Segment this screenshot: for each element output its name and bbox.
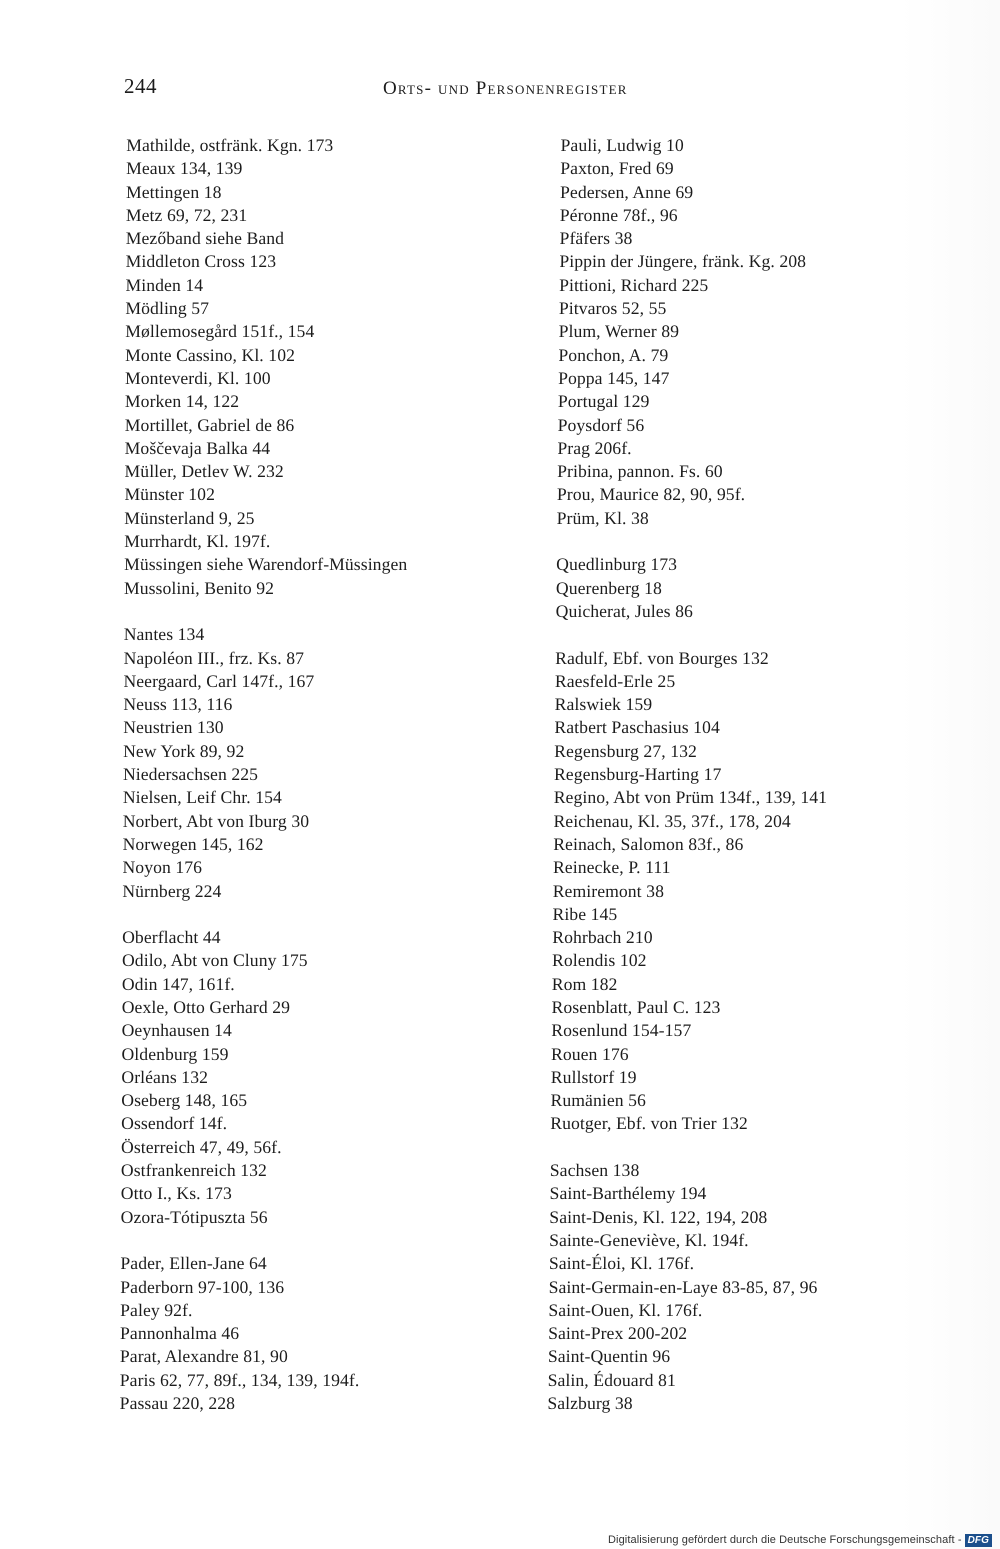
- index-entry: Orléans 132: [121, 1066, 209, 1087]
- index-entry: Ozora-Tótipuszta 56: [120, 1206, 268, 1227]
- index-entry: Rumänien 56: [550, 1090, 647, 1111]
- index-entry: Neustrien 130: [123, 717, 224, 738]
- index-entry: Mettingen 18: [126, 181, 222, 202]
- footer-text: Digitalisierung gefördert durch die Deutsche Forschungsgemeinschaft -: [608, 1534, 962, 1546]
- index-entry: Saint-Éloi, Kl. 176f.: [548, 1253, 695, 1274]
- letter-group-spacer: [550, 1136, 960, 1159]
- index-entry: Ruotger, Ebf. von Trier 132: [550, 1113, 748, 1134]
- index-entry: Prag 206f.: [557, 437, 632, 458]
- index-entry: Minden 14: [125, 274, 204, 295]
- index-entry: Oexle, Otto Gerhard 29: [121, 996, 291, 1017]
- index-entry: Ribe 145: [552, 903, 618, 924]
- index-column-left: [120, 134, 537, 1415]
- index-entry: Pribina, pannon. Fs. 60: [557, 461, 723, 482]
- index-entry: Nürnberg 224: [122, 880, 222, 901]
- index-entry: Mathilde, ostfränk. Kgn. 173: [126, 135, 334, 155]
- index-entry: Quedlinburg 173: [556, 554, 678, 575]
- index-entry: Müller, Detlev W. 232: [124, 461, 284, 482]
- index-entry: Paris 62, 77, 89f., 134, 139, 194f.: [119, 1369, 360, 1390]
- index-entry: Paderborn 97-100, 136: [120, 1276, 285, 1297]
- index-entry: Neergaard, Carl 147f., 167: [123, 670, 315, 691]
- index-entry: Saint-Quentin 96: [547, 1346, 671, 1367]
- index-entry: Ratbert Paschasius 104: [554, 717, 721, 738]
- index-entry: Metz 69, 72, 231: [125, 204, 248, 225]
- index-entry: Pedersen, Anne 69: [560, 181, 694, 202]
- index-entry: Monte Cassino, Kl. 102: [125, 344, 296, 365]
- index-entry: Saint-Denis, Kl. 122, 194, 208: [549, 1206, 768, 1227]
- index-entry: Paley 92f.: [120, 1299, 193, 1320]
- index-entry: Reinecke, P. 111: [552, 857, 671, 878]
- page-number: 244: [124, 74, 157, 98]
- index-entry: Saint-Prex 200-202: [548, 1323, 688, 1344]
- letter-group-spacer: [122, 903, 532, 926]
- index-entry: Rohrbach 210: [552, 927, 653, 948]
- index-entry: Moščevaja Balka 44: [124, 437, 271, 458]
- index-entry: Remiremont 38: [552, 880, 665, 901]
- index-entry: Odilo, Abt von Cluny 175: [121, 950, 308, 971]
- index-entry: Saint-Barthélemy 194: [549, 1183, 707, 1204]
- index-entry: Pfäfers 38: [559, 228, 633, 249]
- index-entry: Odin 147, 161f.: [121, 973, 235, 994]
- index-entry: Regensburg-Harting 17: [553, 764, 722, 785]
- index-entry: Oeynhausen 14: [121, 1020, 232, 1041]
- index-entry: Neuss 113, 116: [123, 694, 233, 715]
- digitization-footer: [608, 1533, 992, 1547]
- index-entry: Rosenlund 154-157: [551, 1020, 692, 1041]
- index-entry: Radulf, Ebf. von Bourges 132: [555, 647, 769, 668]
- index-entry: Regensburg 27, 132: [554, 740, 698, 761]
- index-entry: Münsterland 9, 25: [124, 507, 255, 528]
- index-entry: Niedersachsen 225: [122, 764, 259, 785]
- index-entry: Noyon 176: [122, 857, 203, 878]
- index-entry: Plum, Werner 89: [558, 321, 680, 342]
- index-entry: Ostfrankenreich 132: [120, 1160, 268, 1181]
- index-entry: Poppa 145, 147: [558, 367, 670, 388]
- index-entry: Parat, Alexandre 81, 90: [119, 1346, 288, 1367]
- index-entry: Oberflacht 44: [122, 927, 221, 948]
- index-entry: Müssingen siehe Warendorf-Müssingen: [124, 554, 408, 575]
- index-entry: Quicherat, Jules 86: [555, 600, 694, 621]
- index-entry: Monteverdi, Kl. 100: [125, 367, 271, 388]
- index-entry: Saint-Ouen, Kl. 176f.: [548, 1299, 703, 1320]
- index-entry: Münster 102: [124, 484, 216, 505]
- index-entry: Mussolini, Benito 92: [123, 577, 275, 598]
- index-entry: Middleton Cross 123: [125, 251, 277, 272]
- index-entry: Norbert, Abt von Iburg 30: [122, 810, 310, 831]
- index-entry: Pannonhalma 46: [120, 1323, 240, 1344]
- index-entry: Sachsen 138: [549, 1160, 640, 1181]
- index-entry: Mezőband siehe Band: [125, 228, 285, 249]
- index-entry: Rom 182: [551, 973, 618, 994]
- index-entry: Ponchon, A. 79: [558, 344, 669, 365]
- index-entry: Møllemosegård 151f., 154: [125, 321, 315, 342]
- index-entry: Meaux 134, 139: [126, 158, 243, 179]
- index-entry: Paxton, Fred 69: [560, 158, 674, 179]
- index-entry: Pader, Ellen-Jane 64: [120, 1253, 267, 1274]
- index-entry: Nielsen, Leif Chr. 154: [122, 787, 282, 808]
- index-entry: Sainte-Geneviève, Kl. 194f.: [549, 1229, 749, 1250]
- index-entry: Passau 220, 228: [119, 1393, 236, 1414]
- index-entry: Reinach, Salomon 83f., 86: [553, 833, 744, 854]
- index-entry: Rullstorf 19: [550, 1066, 637, 1087]
- index-entry: Pippin der Jüngere, fränk. Kg. 208: [559, 251, 807, 272]
- page-title: Orts- und Personenregister: [383, 78, 628, 99]
- index-entry: Saint-Germain-en-Laye 83-85, 87, 96: [548, 1276, 818, 1297]
- index-entry: Nantes 134: [123, 624, 205, 645]
- index-entry: Raesfeld-Erle 25: [554, 670, 676, 691]
- index-entry: Portugal 129: [557, 391, 650, 412]
- index-entry: Ossendorf 14f.: [121, 1113, 228, 1134]
- letter-group-spacer: [120, 1229, 530, 1252]
- index-entry: Morken 14, 122: [124, 391, 240, 412]
- index-entry: Mödling 57: [125, 298, 210, 319]
- index-entry: Napoléon III., frz. Ks. 87: [123, 647, 305, 668]
- index-entry: Pitvaros 52, 55: [558, 298, 667, 319]
- index-entry: Norwegen 145, 162: [122, 833, 264, 854]
- index-entry: Rouen 176: [550, 1043, 629, 1064]
- letter-group-spacer: [555, 623, 965, 646]
- index-entry: Pittioni, Richard 225: [559, 274, 709, 295]
- index-entry: Rosenblatt, Paul C. 123: [551, 996, 721, 1017]
- index-entry: Regino, Abt von Prüm 134f., 139, 141: [553, 787, 828, 808]
- index-entry: Rolendis 102: [551, 950, 647, 971]
- letter-group-spacer: [124, 600, 534, 623]
- index-entry: Murrhardt, Kl. 197f.: [124, 531, 271, 552]
- index-entry: Prou, Maurice 82, 90, 95f.: [556, 484, 746, 505]
- index-entry: Reichenau, Kl. 35, 37f., 178, 204: [553, 810, 791, 831]
- index-entry: Oseberg 148, 165: [121, 1090, 248, 1111]
- dfg-logo: DFG: [965, 1534, 992, 1547]
- index-entry: Querenberg 18: [555, 577, 663, 598]
- index-entry: Poysdorf 56: [557, 414, 645, 435]
- index-entry: Salin, Édouard 81: [547, 1369, 677, 1390]
- index-column-right: [547, 134, 970, 1415]
- index-entry: Österreich 47, 49, 56f.: [120, 1136, 282, 1157]
- index-entry: Mortillet, Gabriel de 86: [124, 414, 295, 435]
- index-entry: Otto I., Ks. 173: [120, 1183, 232, 1204]
- index-entry: Pauli, Ludwig 10: [560, 135, 684, 155]
- index-entry: Prüm, Kl. 38: [556, 507, 649, 528]
- running-head: [0, 74, 1000, 104]
- index-entry: Ralswiek 159: [554, 694, 653, 715]
- letter-group-spacer: [556, 530, 966, 553]
- index-entry: Oldenburg 159: [121, 1043, 229, 1064]
- index-entry: Péronne 78f., 96: [559, 204, 678, 225]
- index-entry: Salzburg 38: [547, 1393, 633, 1414]
- index-entry: New York 89, 92: [123, 740, 245, 761]
